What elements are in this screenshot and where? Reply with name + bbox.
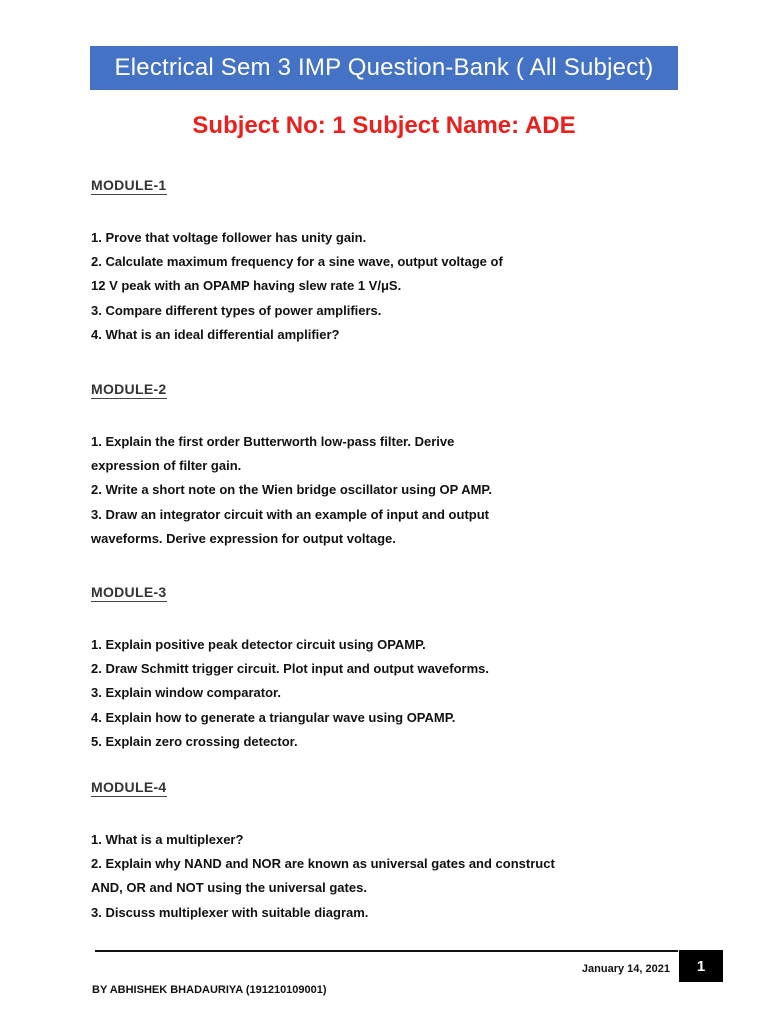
question-line: 3. Compare different types of power amplifiers. — [91, 302, 382, 318]
module-heading: MODULE-2 — [91, 381, 167, 397]
title-banner — [90, 46, 678, 90]
module-heading: MODULE-4 — [91, 779, 167, 795]
module-heading: MODULE-1 — [91, 177, 167, 193]
module-heading: MODULE-3 — [91, 584, 167, 600]
question-line: expression of filter gain. — [91, 458, 242, 474]
question-list — [91, 828, 691, 925]
question-line: 3. Explain window comparator. — [91, 685, 281, 701]
page-number-label: 1 — [696, 957, 706, 975]
module-1-section — [91, 177, 691, 347]
question-line: 2. Write a short note on the Wien bridge oscillator using OP AMP. — [91, 482, 493, 498]
question-list — [91, 226, 691, 347]
footer-author: BY ABHISHEK BHADAURIYA (191210109001) — [92, 984, 327, 996]
question-line: waveforms. Derive expression for output voltage. — [91, 530, 396, 546]
question-line: AND, OR and NOT using the universal gates. — [91, 880, 367, 896]
footer-date: January 14, 2021 — [581, 963, 670, 975]
question-line: 2. Draw Schmitt trigger circuit. Plot input and output waveforms. — [91, 661, 489, 677]
page-number — [679, 950, 723, 982]
question-line: 5. Explain zero crossing detector. — [91, 733, 298, 749]
question-line: 1. What is a multiplexer? — [91, 832, 244, 847]
question-line: 3. Draw an integrator circuit with an example of input and output — [91, 506, 489, 522]
question-line: 1. Explain positive peak detector circuit using OPAMP. — [91, 637, 426, 652]
module-3-section — [91, 584, 691, 754]
question-line: 4. What is an ideal differential amplifier? — [91, 326, 340, 342]
question-line: 4. Explain how to generate a triangular wave using OPAMP. — [91, 709, 456, 725]
footer-divider — [95, 950, 678, 952]
question-line: 2. Explain why NAND and NOR are known as universal gates and construct — [91, 856, 555, 872]
module-4-section — [91, 779, 691, 925]
question-line: 1. Explain the first order Butterworth low-pass filter. Derive — [91, 434, 455, 449]
question-line: 3. Discuss multiplexer with suitable diagram. — [91, 904, 369, 920]
subject-title: Subject No: 1 Subject Name: ADE — [192, 112, 576, 139]
question-line: 1. Prove that voltage follower has unity gain. — [91, 230, 367, 245]
banner-title: Electrical Sem 3 IMP Question-Bank ( All Subject) — [114, 54, 654, 81]
question-line: 12 V peak with an OPAMP having slew rate 1 V/μS. — [91, 278, 402, 294]
question-list — [91, 430, 691, 551]
module-2-section — [91, 381, 691, 551]
question-line: 2. Calculate maximum frequency for a sine wave, output voltage of — [91, 254, 503, 270]
question-list — [91, 633, 691, 754]
